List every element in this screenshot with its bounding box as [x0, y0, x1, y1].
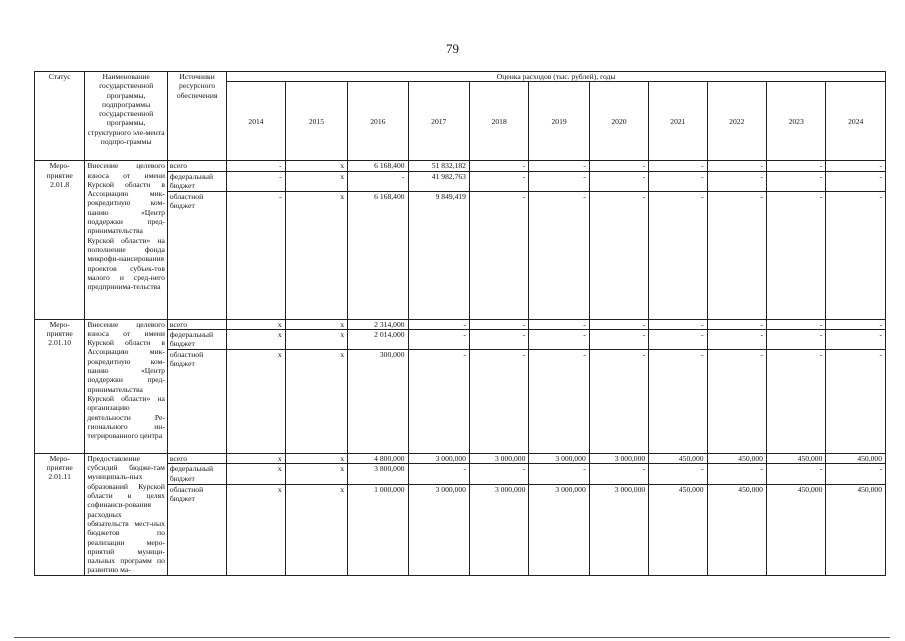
row-value: - [529, 191, 589, 319]
row-value: - [227, 161, 285, 171]
row-value: - [649, 329, 707, 349]
row-source: областной бюджет [167, 349, 226, 453]
row-value: 450,000 [649, 484, 707, 575]
row-value: - [529, 161, 589, 171]
row-value: - [649, 171, 707, 191]
row-value: х [227, 484, 285, 575]
row-value: - [826, 319, 886, 329]
table-row [35, 453, 886, 463]
row-source: федеральный бюджет [167, 464, 226, 484]
row-value: х [227, 329, 285, 349]
header-year: 2020 [589, 82, 648, 161]
row-name: Внесение целевого взноса от имени Курской области в Ассоциацию мик-рокредитную ком-панию «Центр поддержки пред-принимательства Курской области» на организацию деятельности Ре-гионального ин-тегрированного центра [85, 319, 168, 453]
page-number: 79 [446, 41, 459, 56]
row-value: - [707, 319, 766, 329]
row-source: областной бюджет [167, 191, 226, 319]
row-value: - [826, 161, 886, 171]
table-row [35, 161, 886, 171]
row-value: х [227, 464, 285, 484]
row-value: - [707, 191, 766, 319]
row-value: - [826, 171, 886, 191]
row-status: Меро-приятие 2.01.11 [35, 453, 85, 575]
row-value: - [649, 464, 707, 484]
row-value: 4 800,000 [348, 453, 408, 463]
row-value: - [707, 171, 766, 191]
row-value: - [529, 464, 589, 484]
row-value: - [529, 329, 589, 349]
row-value: - [408, 464, 469, 484]
row-value: - [766, 191, 825, 319]
row-value: - [589, 349, 648, 453]
row-value: - [227, 171, 285, 191]
row-value: 3 000,000 [529, 453, 589, 463]
row-value: - [707, 349, 766, 453]
header-year: 2016 [348, 82, 408, 161]
row-value: х [285, 171, 347, 191]
row-value: - [766, 464, 825, 484]
row-value: 9 849,419 [408, 191, 469, 319]
row-value: х [227, 349, 285, 453]
row-value: х [285, 349, 347, 453]
row-value: - [408, 319, 469, 329]
row-source: областной бюджет [167, 484, 226, 575]
row-value: 450,000 [707, 453, 766, 463]
row-value: 51 832,182 [408, 161, 469, 171]
row-value: - [589, 161, 648, 171]
row-value: - [649, 161, 707, 171]
row-value: х [285, 319, 347, 329]
row-value: 2 314,000 [348, 319, 408, 329]
row-value: 3 000,000 [529, 484, 589, 575]
row-source: федеральный бюджет [167, 329, 226, 349]
row-value: - [589, 329, 648, 349]
row-source: всего [167, 453, 226, 463]
row-value: - [589, 319, 648, 329]
row-name: Предоставление субсидий бюдже-там муниципаль-ных образований Курской области в целях софинанси-рования расходных обязательств мест-ных бюджетов по реализации меро-приятий муници-пальных программ по развитию ма- [85, 453, 168, 575]
row-value: - [348, 171, 408, 191]
row-value: - [469, 161, 528, 171]
header-year: 2019 [529, 82, 589, 161]
header-year: 2024 [826, 82, 886, 161]
header-year: 2023 [766, 82, 825, 161]
row-value: - [469, 329, 528, 349]
row-value: 3 000,000 [408, 484, 469, 575]
row-value: 3 000,000 [589, 484, 648, 575]
header-year: 2018 [469, 82, 528, 161]
row-value: - [469, 349, 528, 453]
row-value: - [766, 349, 825, 453]
row-value: 1 000,000 [348, 484, 408, 575]
row-value: - [227, 191, 285, 319]
row-value: - [469, 191, 528, 319]
row-value: - [766, 161, 825, 171]
row-value: - [469, 319, 528, 329]
header-year: 2014 [227, 82, 285, 161]
row-value: - [826, 329, 886, 349]
row-value: - [589, 171, 648, 191]
row-value: - [766, 319, 825, 329]
row-value: - [707, 161, 766, 171]
row-value: х [285, 453, 347, 463]
row-value: - [707, 464, 766, 484]
header-year: 2017 [408, 82, 469, 161]
row-value: - [649, 191, 707, 319]
header-estimate: Оценка расходов (тыс. рублей), годы [227, 72, 886, 82]
row-value: х [285, 161, 347, 171]
header-name: Наименование государственной программы, подпрограммы государственной программы, структурного эле-мента подпро-граммы [85, 72, 168, 161]
row-value: - [826, 191, 886, 319]
header-status: Статус [35, 72, 85, 161]
row-value: - [589, 191, 648, 319]
row-value: 450,000 [766, 453, 825, 463]
row-value: - [589, 464, 648, 484]
row-value: 450,000 [766, 484, 825, 575]
row-value: - [469, 464, 528, 484]
row-source: федеральный бюджет [167, 171, 226, 191]
row-value: - [766, 171, 825, 191]
row-value: - [649, 319, 707, 329]
row-name: Внесение целевого взноса от имени Курской области в Ассоциацию мик-рокредитную ком-панию «Центр поддержки пред-принимательства Курской области» на пополнение фонда микрофи-нансирования проектов субъек-тов малого и сред-него предпринима-тельства [85, 161, 168, 319]
row-value: 3 000,000 [469, 484, 528, 575]
row-value: - [408, 329, 469, 349]
row-status: Меро-приятие 2.01.10 [35, 319, 85, 453]
row-status: Меро-приятие 2.01.8 [35, 161, 85, 319]
expenditure-table [34, 71, 886, 576]
row-value: - [826, 349, 886, 453]
row-value: 3 000,000 [408, 453, 469, 463]
row-value: 3 000,000 [469, 453, 528, 463]
table-row [35, 319, 886, 329]
row-value: х [285, 464, 347, 484]
row-value: 450,000 [649, 453, 707, 463]
row-value: - [529, 171, 589, 191]
row-value: 2 014,000 [348, 329, 408, 349]
row-value: - [408, 349, 469, 453]
row-source: всего [167, 319, 226, 329]
row-value: - [469, 171, 528, 191]
table-body [35, 161, 886, 575]
header-sources: Источники ресурсного обеспечения [167, 72, 226, 161]
row-value: х [227, 453, 285, 463]
row-value: х [285, 329, 347, 349]
row-value: х [285, 191, 347, 319]
row-value: 3 000,000 [589, 453, 648, 463]
row-value: 450,000 [707, 484, 766, 575]
row-value: 41 982,763 [408, 171, 469, 191]
row-value: - [707, 329, 766, 349]
header-year: 2021 [649, 82, 707, 161]
row-value: - [529, 349, 589, 453]
row-value: - [529, 319, 589, 329]
row-value: 300,000 [348, 349, 408, 453]
page-bottom-rule [14, 637, 890, 641]
row-value: х [285, 484, 347, 575]
row-value: 450,000 [826, 484, 886, 575]
row-value: 6 168,400 [348, 161, 408, 171]
row-value: х [227, 319, 285, 329]
row-value: 6 168,400 [348, 191, 408, 319]
row-value: 3 800,000 [348, 464, 408, 484]
header-year: 2015 [285, 82, 347, 161]
row-source: всего [167, 161, 226, 171]
header-year: 2022 [707, 82, 766, 161]
row-value: - [766, 329, 825, 349]
row-value: - [826, 464, 886, 484]
row-value: 450,000 [826, 453, 886, 463]
row-value: - [649, 349, 707, 453]
